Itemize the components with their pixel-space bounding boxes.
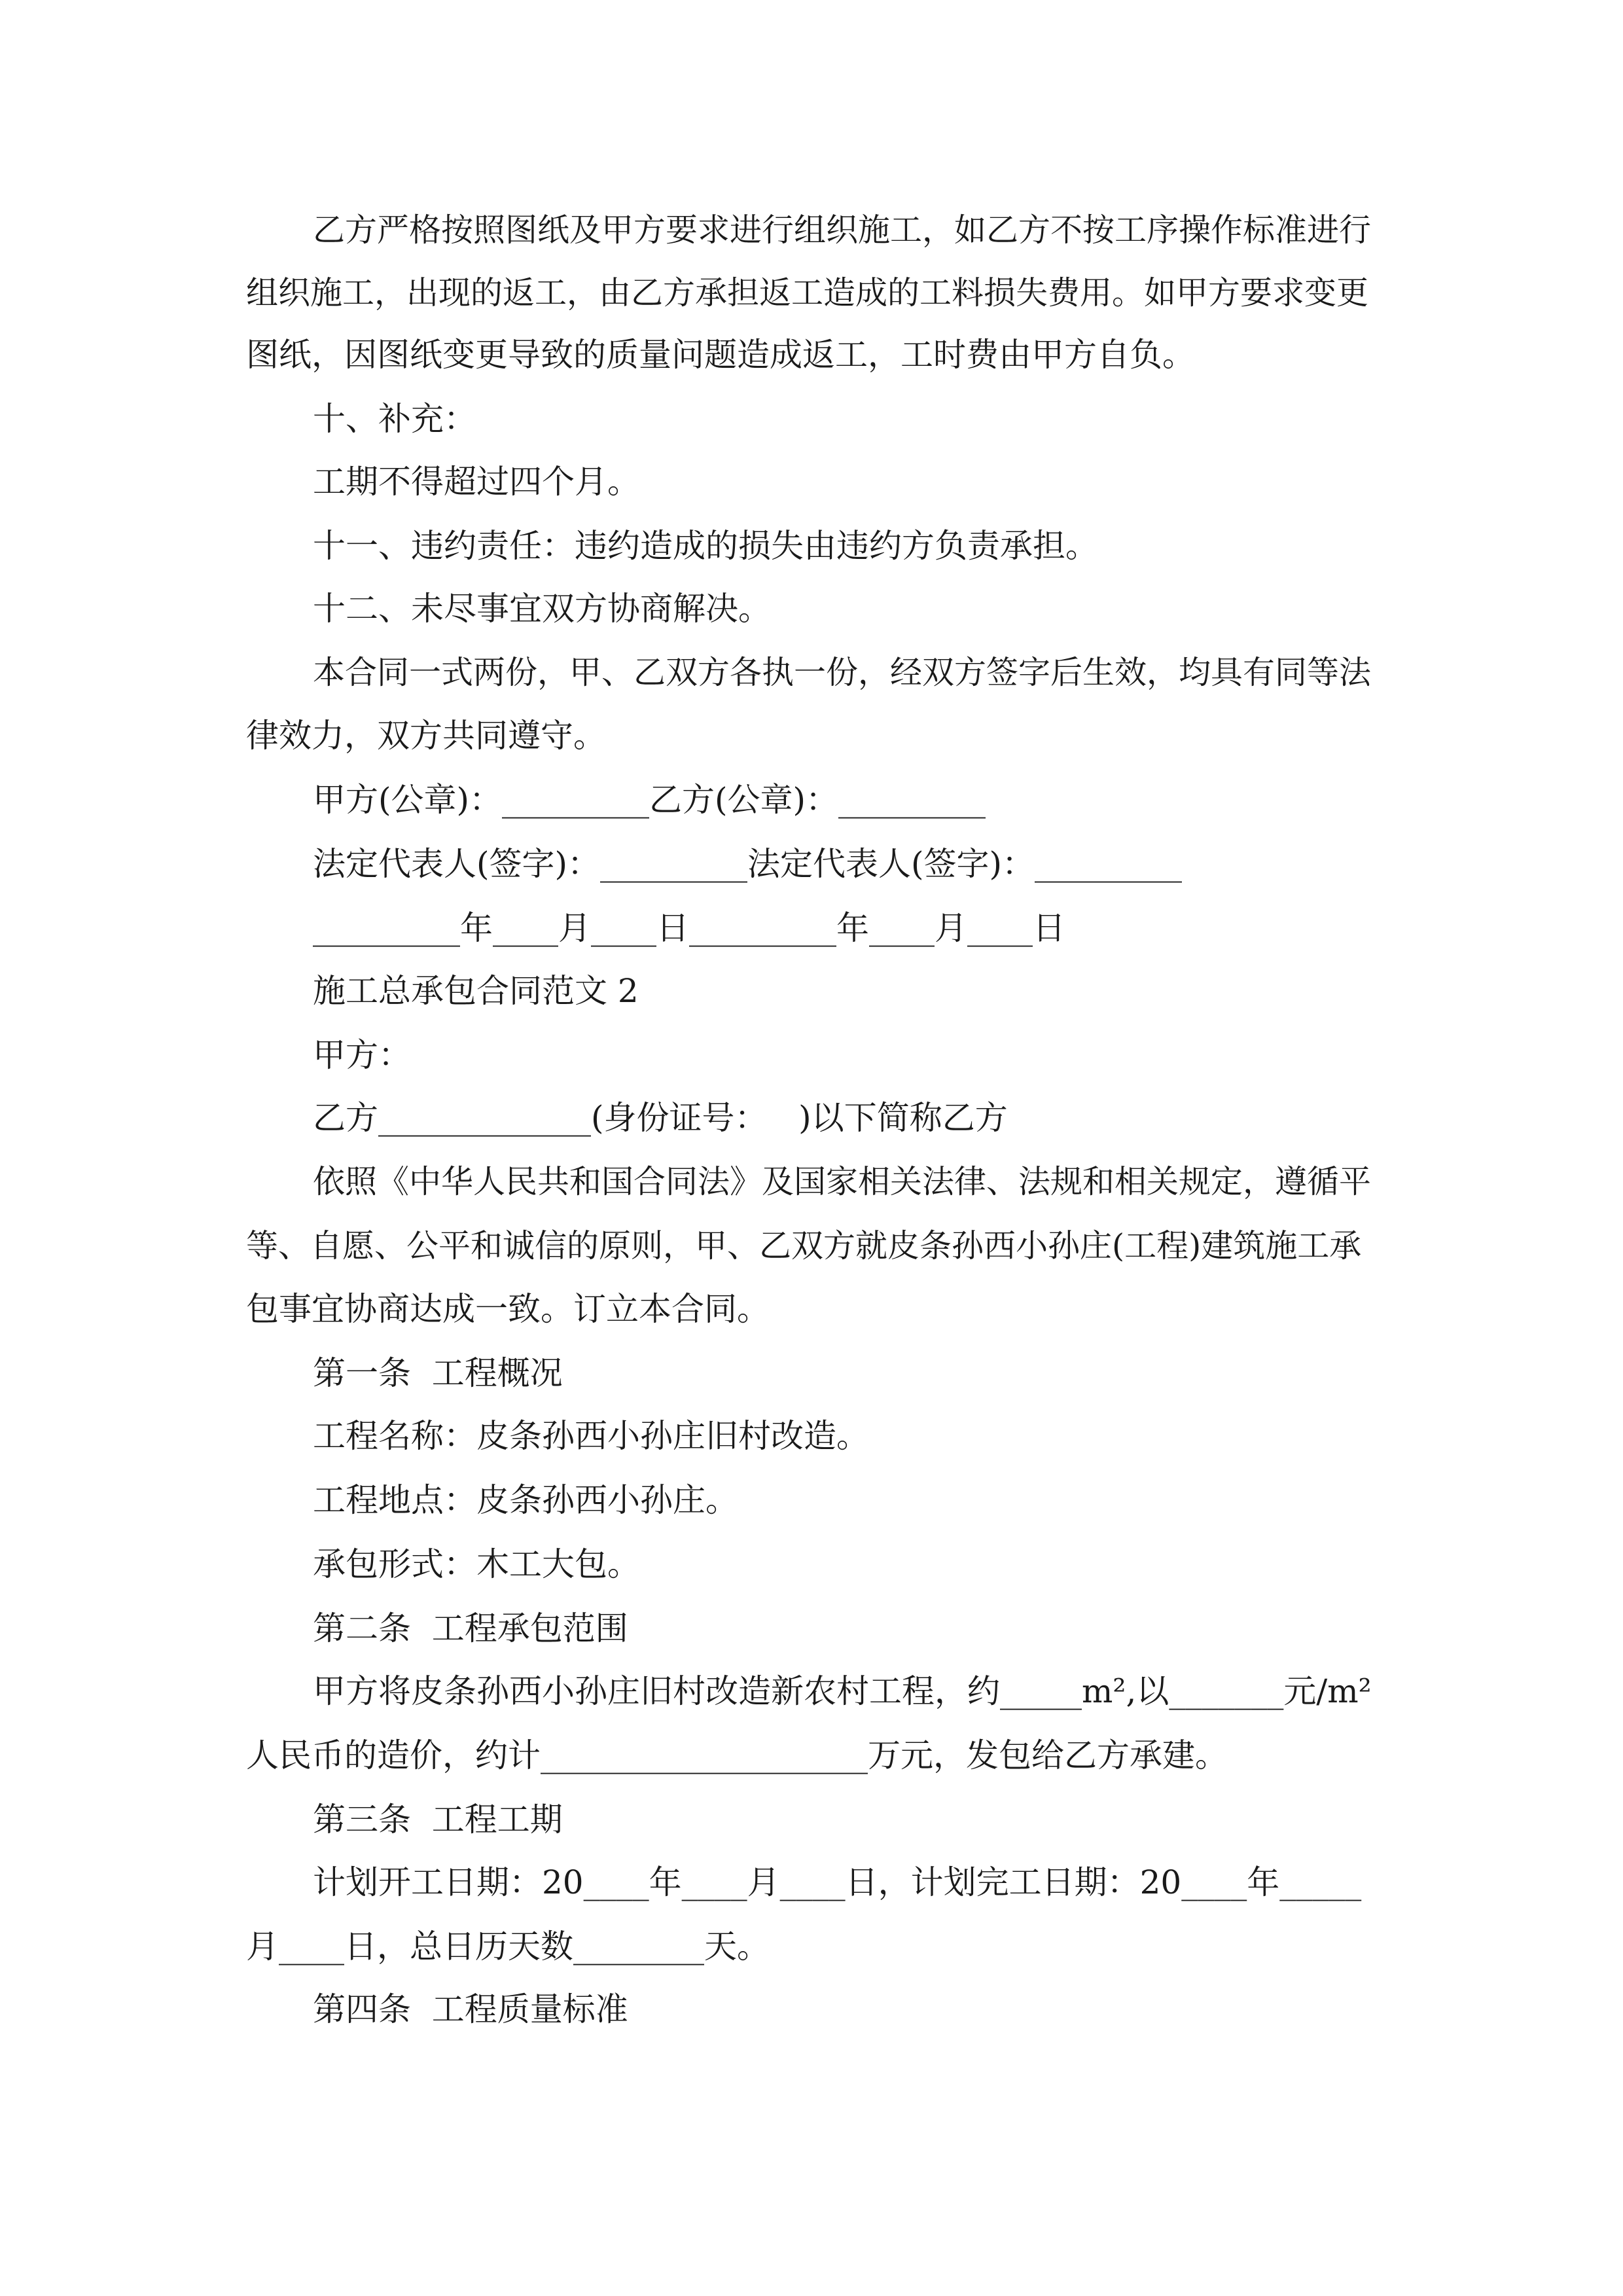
- paragraph-line: 本合同一式两份，甲、乙双方各执一份，经双方签字后生效，均具有同等法: [313, 654, 1372, 691]
- paragraph-line: 承包形式：木工大包。: [313, 1545, 640, 1583]
- party-a-line: 甲方：: [313, 1036, 411, 1074]
- signature-line: 甲方(公章)：_________乙方(公章)：_________: [313, 781, 986, 819]
- article-heading: 第二条 工程承包范围: [313, 1609, 628, 1647]
- paragraph-line: 乙方严格按照图纸及甲方要求进行组织施工，如乙方不按工序操作标准进行: [313, 211, 1372, 249]
- paragraph-line: 包事宜协商达成一致。订立本合同。: [246, 1290, 770, 1328]
- paragraph-line: 月____日，总日历天数________天。: [246, 1928, 770, 1965]
- signature-line: 法定代表人(签字)：_________法定代表人(签字)：_________: [313, 845, 1183, 883]
- date-line: _________年____月____日_________年____月____日: [313, 909, 1065, 947]
- paragraph-line: 律效力，双方共同遵守。: [246, 717, 606, 755]
- section-heading: 十一、违约责任：违约造成的损失由违约方负责承担。: [313, 527, 1098, 565]
- section-heading: 十、补充：: [313, 400, 476, 438]
- paragraph-line: 甲方将皮条孙西小孙庄旧村改造新农村工程，约_____m²,以_______元/m²: [313, 1672, 1372, 1710]
- document-title: 施工总承包合同范文 2: [313, 972, 639, 1010]
- article-heading: 第一条 工程概况: [313, 1354, 563, 1392]
- party-b-line: 乙方_____________(身份证号： )以下简称乙方: [313, 1099, 1008, 1137]
- paragraph-line: 人民币的造价，约计____________________万元，发包给乙方承建。: [246, 1736, 1228, 1774]
- paragraph-line: 工程名称：皮条孙西小孙庄旧村改造。: [313, 1417, 869, 1455]
- paragraph-line: 工程地点：皮条孙西小孙庄。: [313, 1481, 738, 1519]
- paragraph-line: 计划开工日期：20____年____月____日，计划完工日期：20____年_____: [313, 1863, 1362, 1901]
- paragraph-line: 依照《中华人民共和国合同法》及国家相关法律、法规和相关规定，遵循平: [313, 1163, 1372, 1200]
- article-heading: 第四条 工程质量标准: [313, 1990, 628, 2028]
- paragraph-line: 等、自愿、公平和诚信的原则，甲、乙双方就皮条孙西小孙庄(工程)建筑施工承: [246, 1227, 1362, 1265]
- paragraph-line: 图纸，因图纸变更导致的质量问题造成返工，工时费由甲方自负。: [246, 336, 1195, 374]
- paragraph-line: 工期不得超过四个月。: [313, 463, 640, 501]
- paragraph-line: 组织施工，出现的返工，由乙方承担返工造成的工料损失费用。如甲方要求变更: [246, 274, 1369, 312]
- article-heading: 第三条 工程工期: [313, 1801, 563, 1839]
- section-heading: 十二、未尽事宜双方协商解决。: [313, 590, 771, 628]
